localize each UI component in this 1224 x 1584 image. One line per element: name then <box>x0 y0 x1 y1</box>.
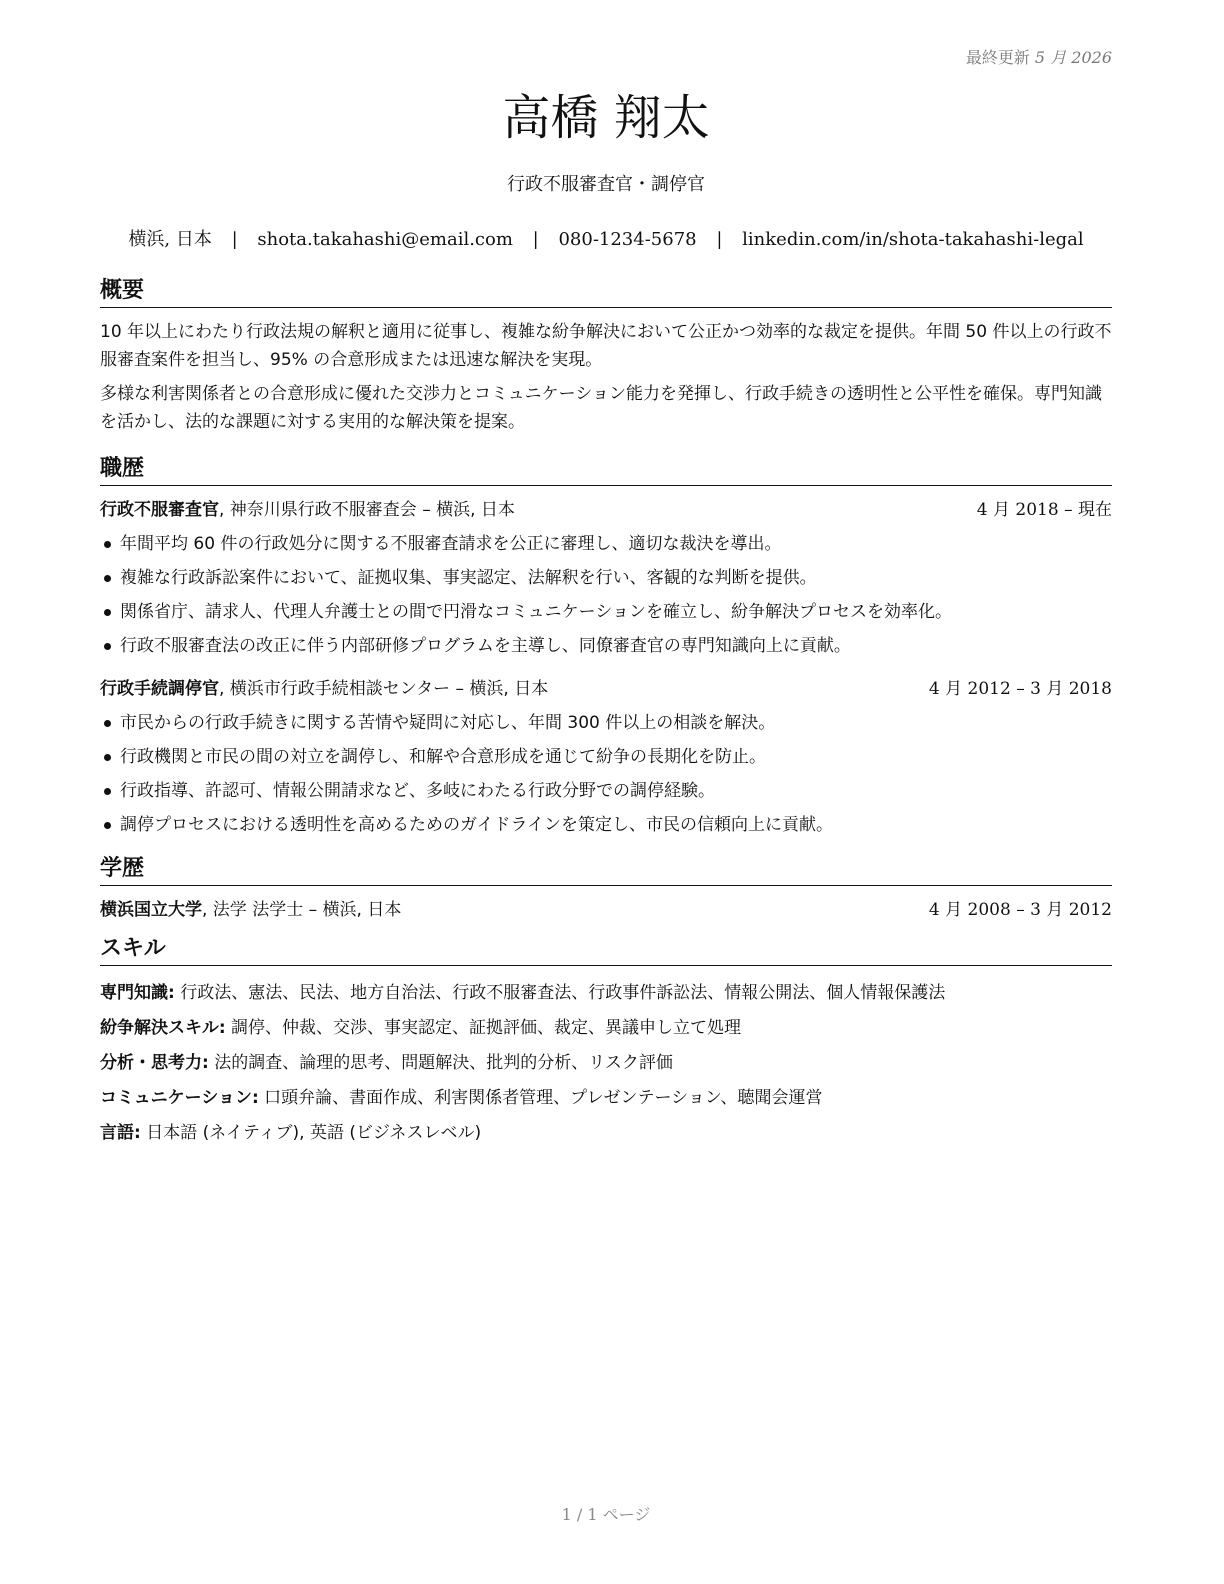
job-header <box>100 496 1112 524</box>
skill-value: 日本語 (ネイティブ), 英語 (ビジネスレベル) <box>140 1123 482 1143</box>
page-number: 1 / 1 ページ <box>561 1505 651 1524</box>
job-organization: , 横浜市行政手続相談センター – 横浜, 日本 <box>219 679 549 699</box>
education-entry <box>100 896 1112 924</box>
section-heading-education: 学歴 <box>100 854 1112 886</box>
skill-label: 専門知識: <box>100 983 175 1003</box>
job-dates: 4 月 2012 – 3 月 2018 <box>928 679 1112 699</box>
section-heading-skills: スキル <box>100 934 1112 966</box>
bullet-item: 市民からの行政手続きに関する苦情や疑問に対応し、年間 300 件以上の相談を解決。 <box>100 706 1112 740</box>
job-title: 行政不服審査官・調停官 <box>507 174 705 195</box>
skill-row <box>100 976 1112 1011</box>
skill-value: 調停、仲裁、交渉、事実認定、証拠評価、裁定、異議申し立て処理 <box>225 1018 742 1038</box>
skill-row <box>100 1011 1112 1046</box>
last-updated-label: 最終更新 <box>965 48 1030 67</box>
skill-value: 法的調査、論理的思考、問題解決、批判的分析、リスク評価 <box>208 1053 673 1073</box>
job-organization: , 神奈川県行政不服審査会 – 横浜, 日本 <box>219 500 515 520</box>
bullet-item: 行政不服審査法の改正に伴う内部研修プログラムを主導し、同僚審査官の専門知識向上に貢献。 <box>100 629 1112 663</box>
skill-row <box>100 1116 1112 1151</box>
bullet-item: 行政指導、許認可、情報公開請求など、多岐にわたる行政分野での調停経験。 <box>100 774 1112 808</box>
section-heading-experience: 職歴 <box>100 454 1112 486</box>
job-entry <box>100 675 1112 842</box>
skill-value: 行政法、憲法、民法、地方自治法、行政不服審査法、行政事件訴訟法、情報公開法、個人情報保護法 <box>174 983 946 1003</box>
job-bullets <box>100 527 1112 663</box>
job-dates: 4 月 2018 – 現在 <box>976 500 1112 520</box>
contact-linkedin[interactable]: linkedin.com/in/shota-takahashi-legal <box>742 229 1084 250</box>
contact-email[interactable]: shota.takahashi@email.com <box>257 229 513 250</box>
resume-content <box>100 276 1112 1151</box>
skill-label: 分析・思考力: <box>100 1053 209 1073</box>
job-role: 行政手続調停官 <box>100 679 219 699</box>
skill-label: 紛争解決スキル: <box>100 1018 226 1038</box>
job-bullets <box>100 706 1112 842</box>
job-role: 行政不服審査官 <box>100 500 219 520</box>
last-updated <box>966 45 1112 68</box>
contact-line <box>100 225 1112 251</box>
skill-row <box>100 1046 1112 1081</box>
contact-separator: | <box>532 229 539 250</box>
skill-label: 言語: <box>100 1123 141 1143</box>
resume-page <box>100 0 1112 1584</box>
bullet-item: 行政機関と市民の間の対立を調停し、和解や合意形成を通じて紛争の長期化を防止。 <box>100 740 1112 774</box>
bullet-item: 関係省庁、請求人、代理人弁護士との間で円滑なコミュニケーションを確立し、紛争解決プロセスを効率化。 <box>100 595 1112 629</box>
contact-phone[interactable]: 080-1234-5678 <box>558 229 697 250</box>
skill-row <box>100 1081 1112 1116</box>
skill-value: 口頭弁論、書面作成、利害関係者管理、プレゼンテーション、聴聞会運営 <box>258 1088 823 1108</box>
last-updated-date: 5 月 2026 <box>1034 48 1112 67</box>
skill-label: コミュニケーション: <box>100 1088 259 1108</box>
degree-detail: , 法学 法学士 – 横浜, 日本 <box>202 900 402 920</box>
person-name: 高橋 翔太 <box>502 90 710 146</box>
education-dates: 4 月 2008 – 3 月 2012 <box>928 900 1112 920</box>
contact-separator: | <box>231 229 238 250</box>
bullet-item: 調停プロセスにおける透明性を高めるためのガイドラインを策定し、市民の信頼向上に貢献。 <box>100 808 1112 842</box>
bullet-item: 年間平均 60 件の行政処分に関する不服審査請求を公正に審理し、適切な裁決を導出。 <box>100 527 1112 561</box>
bullet-item: 複雑な行政訴訟案件において、証拠収集、事実認定、法解釈を行い、客観的な判断を提供。 <box>100 561 1112 595</box>
job-header <box>100 675 1112 703</box>
school-name: 横浜国立大学 <box>100 900 202 920</box>
contact-location: 横浜, 日本 <box>128 229 212 250</box>
section-heading-summary: 概要 <box>100 276 1112 308</box>
summary-paragraph: 多様な利害関係者との合意形成に優れた交渉力とコミュニケーション能力を発揮し、行政手続きの透明性と公平性を確保。専門知識を活かし、法的な課題に対する実用的な解決策を提案。 <box>100 384 1102 432</box>
contact-separator: | <box>716 229 723 250</box>
job-entry <box>100 496 1112 663</box>
summary-paragraph: 10 年以上にわたり行政法規の解釈と適用に従事し、複雑な紛争解決において公正かつ効率的な裁定を提供。年間 50 件以上の行政不服審査案件を担当し、95% の合意形成または迅速な解決を実現。 <box>100 322 1112 370</box>
